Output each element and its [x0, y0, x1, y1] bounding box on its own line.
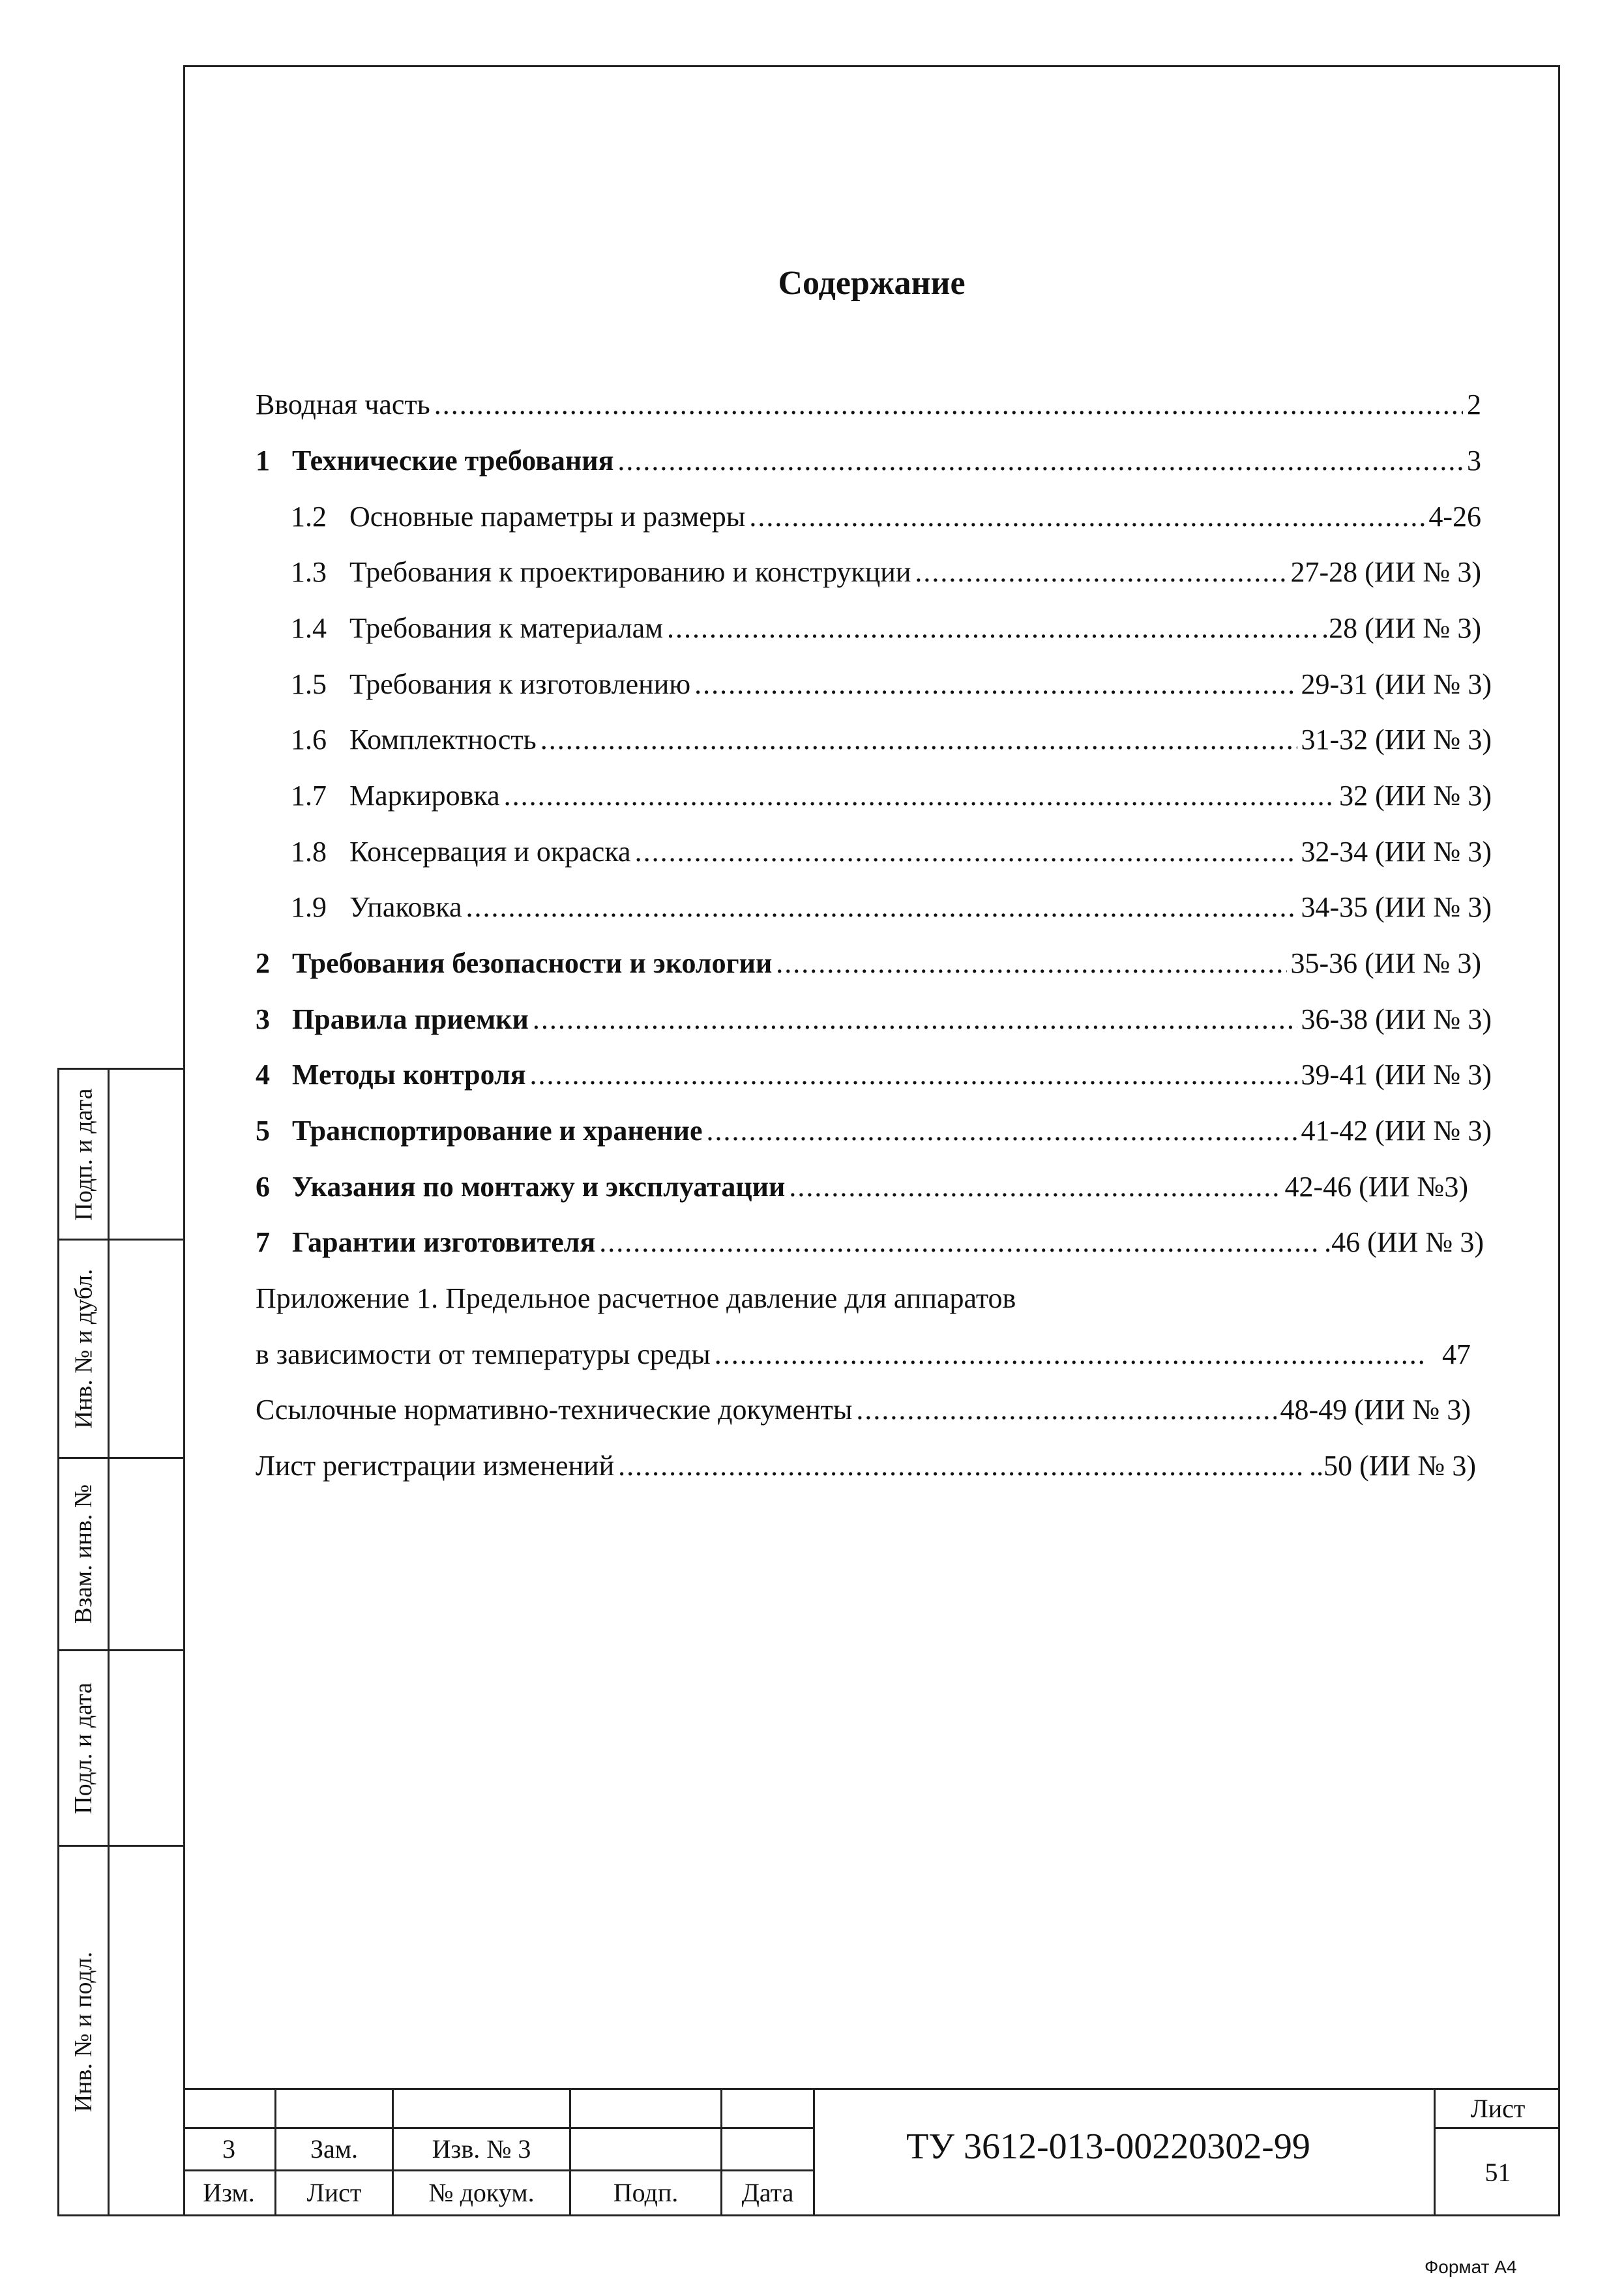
toc-entry: 7 Гарантии изготовителя ..... .46 (ИИ № 3): [256, 1223, 1484, 1262]
format-label: Формат А4: [1425, 2257, 1517, 2277]
rev-document: Изв. № 3: [432, 2134, 531, 2164]
side-cell-1: [59, 1070, 183, 1241]
toc-entry: 1.6 Комплектность ..... 31-32 (ИИ № 3): [291, 720, 1492, 759]
toc-entry: 1 Технические требования ..... 3: [256, 441, 1481, 480]
document-code: ТУ 3612-013-00220302-99: [906, 2126, 1310, 2167]
rev-number: 3: [222, 2134, 235, 2164]
side-cell-3: [59, 1459, 183, 1651]
toc-entry: 1.2 Основные параметры и размеры ..... 4-26: [291, 497, 1481, 536]
side-label: Инв. № и дубл.: [70, 1269, 97, 1429]
toc-entry: 1.7 Маркировка ..... 32 (ИИ № 3): [291, 776, 1492, 815]
toc-entry: 3 Правила приемки ..... 36-38 (ИИ № 3): [256, 1000, 1492, 1039]
side-label: Подп. и дата: [70, 1087, 98, 1221]
title-block: [183, 2088, 1560, 2216]
sheet-number: 51: [1484, 2158, 1511, 2187]
side-label: Взам. инв. №: [70, 1484, 98, 1624]
toc-entry: в зависимости от температуры среды ..... 47: [256, 1335, 1471, 1374]
toc-entry: 1.5 Требования к изготовлению ..... 29-31 (ИИ № 3): [291, 665, 1492, 704]
toc-entry: 6 Указания по монтажу и эксплуатации ..... 42-46 (ИИ №3): [256, 1168, 1468, 1207]
toc-entry: 1.4 Требования к материалам ..... .28 (ИИ № 3): [291, 609, 1481, 648]
toc-entry: Лист регистрации изменений ..... ..50 (ИИ № 3): [256, 1447, 1476, 1486]
side-cell-2: [59, 1241, 183, 1459]
appendix-title: Приложение 1. Предельное расчетное давление для аппаратов: [256, 1282, 1016, 1314]
side-cell-5: [59, 1847, 183, 2216]
toc-entry: 2 Требования безопасности и экологии ..... 35-36 (ИИ № 3): [256, 944, 1481, 983]
toc-entry: Ссылочные нормативно-технические документы ..... 48-49 (ИИ № 3): [256, 1390, 1471, 1430]
toc-entry: 5 Транспортирование и хранение ..... 41-42 (ИИ № 3): [256, 1111, 1492, 1151]
side-label: Подл. и дата: [70, 1682, 98, 1814]
header-doc-number: № докум.: [428, 2178, 535, 2207]
toc-entry: 1.9 Упаковка ..... 34-35 (ИИ № 3): [291, 888, 1492, 927]
header-list: Лист: [306, 2178, 362, 2207]
toc-entry: 4 Методы контроля ..... 39-41 (ИИ № 3): [256, 1055, 1492, 1095]
sheet-label: Лист: [1470, 2093, 1526, 2123]
side-strip: [57, 1068, 183, 2216]
header-izm: Изм.: [203, 2178, 255, 2207]
rev-type: Зам.: [310, 2134, 359, 2164]
side-cell-4: [59, 1651, 183, 1847]
header-signature: Подп.: [613, 2178, 679, 2207]
toc-entry: 1.8 Консервация и окраска ..... 32-34 (ИИ № 3): [291, 832, 1492, 872]
page-title: Содержание: [778, 265, 966, 302]
side-label: Инв. № и подл.: [70, 1951, 98, 2112]
toc-entry: Вводная часть ..... 2: [256, 385, 1481, 424]
toc-entry: 1.3 Требования к проектированию и конструкции ..... 27-28 (ИИ № 3): [291, 553, 1481, 592]
header-date: Дата: [741, 2178, 794, 2207]
